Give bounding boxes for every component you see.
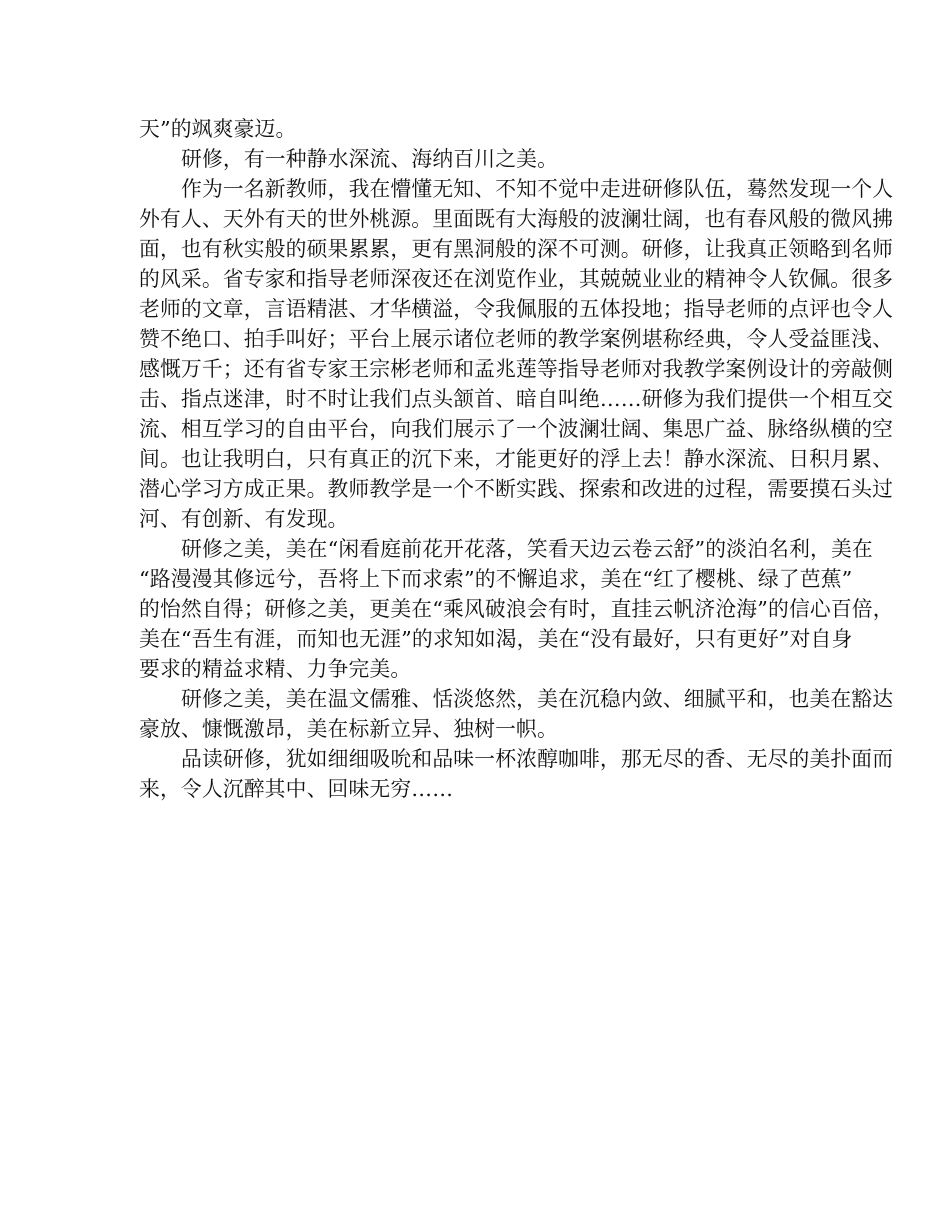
document-line: 天”的飒爽豪迈。 bbox=[139, 117, 297, 141]
document-line: 研修，有一种静水深流、海纳百川之美。 bbox=[181, 147, 559, 171]
document-line: 的怡然自得；研修之美，更美在“乘风破浪会有时，直挂云帆济沧海”的信心百倍， bbox=[139, 597, 894, 621]
document-line: 美在“吾生有涯，而知也无涯”的求知如渴，美在“没有最好，只有更好”对自身 bbox=[139, 627, 853, 651]
document-line: 赞不绝口、拍手叫好；平台上展示诸位老师的教学案例堪称经典，令人受益匪浅、 bbox=[139, 327, 894, 351]
document-line: 感慨万千；还有省专家王宗彬老师和孟兆莲等指导老师对我教学案例设计的旁敲侧 bbox=[139, 357, 894, 381]
document-line: 老师的文章，言语精湛、才华横溢，令我佩服的五体投地；指导老师的点评也令人 bbox=[139, 297, 894, 321]
document-line: 研修之美，美在“闲看庭前花开花落，笑看天边云卷云舒”的淡泊名利，美在 bbox=[181, 537, 873, 561]
document-line: 河、有创新、有发现。 bbox=[139, 507, 349, 531]
document-line: 来，令人沉醉其中、回味无穷…… bbox=[139, 777, 454, 801]
document-line: 品读研修，犹如细细吸吮和品味一杯浓醇咖啡，那无尽的香、无尽的美扑面而 bbox=[181, 747, 894, 771]
document-line: 的风采。省专家和指导老师深夜还在浏览作业，其兢兢业业的精神令人钦佩。很多 bbox=[139, 267, 894, 291]
document-line: 研修之美，美在温文儒雅、恬淡悠然，美在沉稳内敛、细腻平和，也美在豁达 bbox=[181, 687, 894, 711]
document-line: “路漫漫其修远兮，吾将上下而求索”的不懈追求，美在“红了樱桃、绿了芭蕉” bbox=[139, 567, 853, 591]
document-line: 潜心学习方成正果。教师教学是一个不断实践、探索和改进的过程，需要摸石头过 bbox=[139, 477, 894, 501]
document-line: 作为一名新教师，我在懵懂无知、不知不觉中走进研修队伍，蓦然发现一个人 bbox=[181, 177, 894, 201]
document-line: 击、指点迷津，时不时让我们点头颔首、暗自叫绝……研修为我们提供一个相互交 bbox=[139, 387, 894, 411]
document-line: 间。也让我明白，只有真正的沉下来，才能更好的浮上去！静水深流、日积月累、 bbox=[139, 447, 894, 471]
document-line: 要求的精益求精、力争完美。 bbox=[139, 657, 412, 681]
document-body bbox=[139, 114, 894, 804]
document-line: 流、相互学习的自由平台，向我们展示了一个波澜壮阔、集思广益、脉络纵横的空 bbox=[139, 417, 894, 441]
document-line: 外有人、天外有天的世外桃源。里面既有大海般的波澜壮阔，也有春风般的微风拂 bbox=[139, 207, 894, 231]
document-line: 面，也有秋实般的硕果累累，更有黑洞般的深不可测。研修，让我真正领略到名师 bbox=[139, 237, 894, 261]
document-line: 豪放、慷慨激昂，美在标新立异、独树一帜。 bbox=[139, 717, 558, 741]
